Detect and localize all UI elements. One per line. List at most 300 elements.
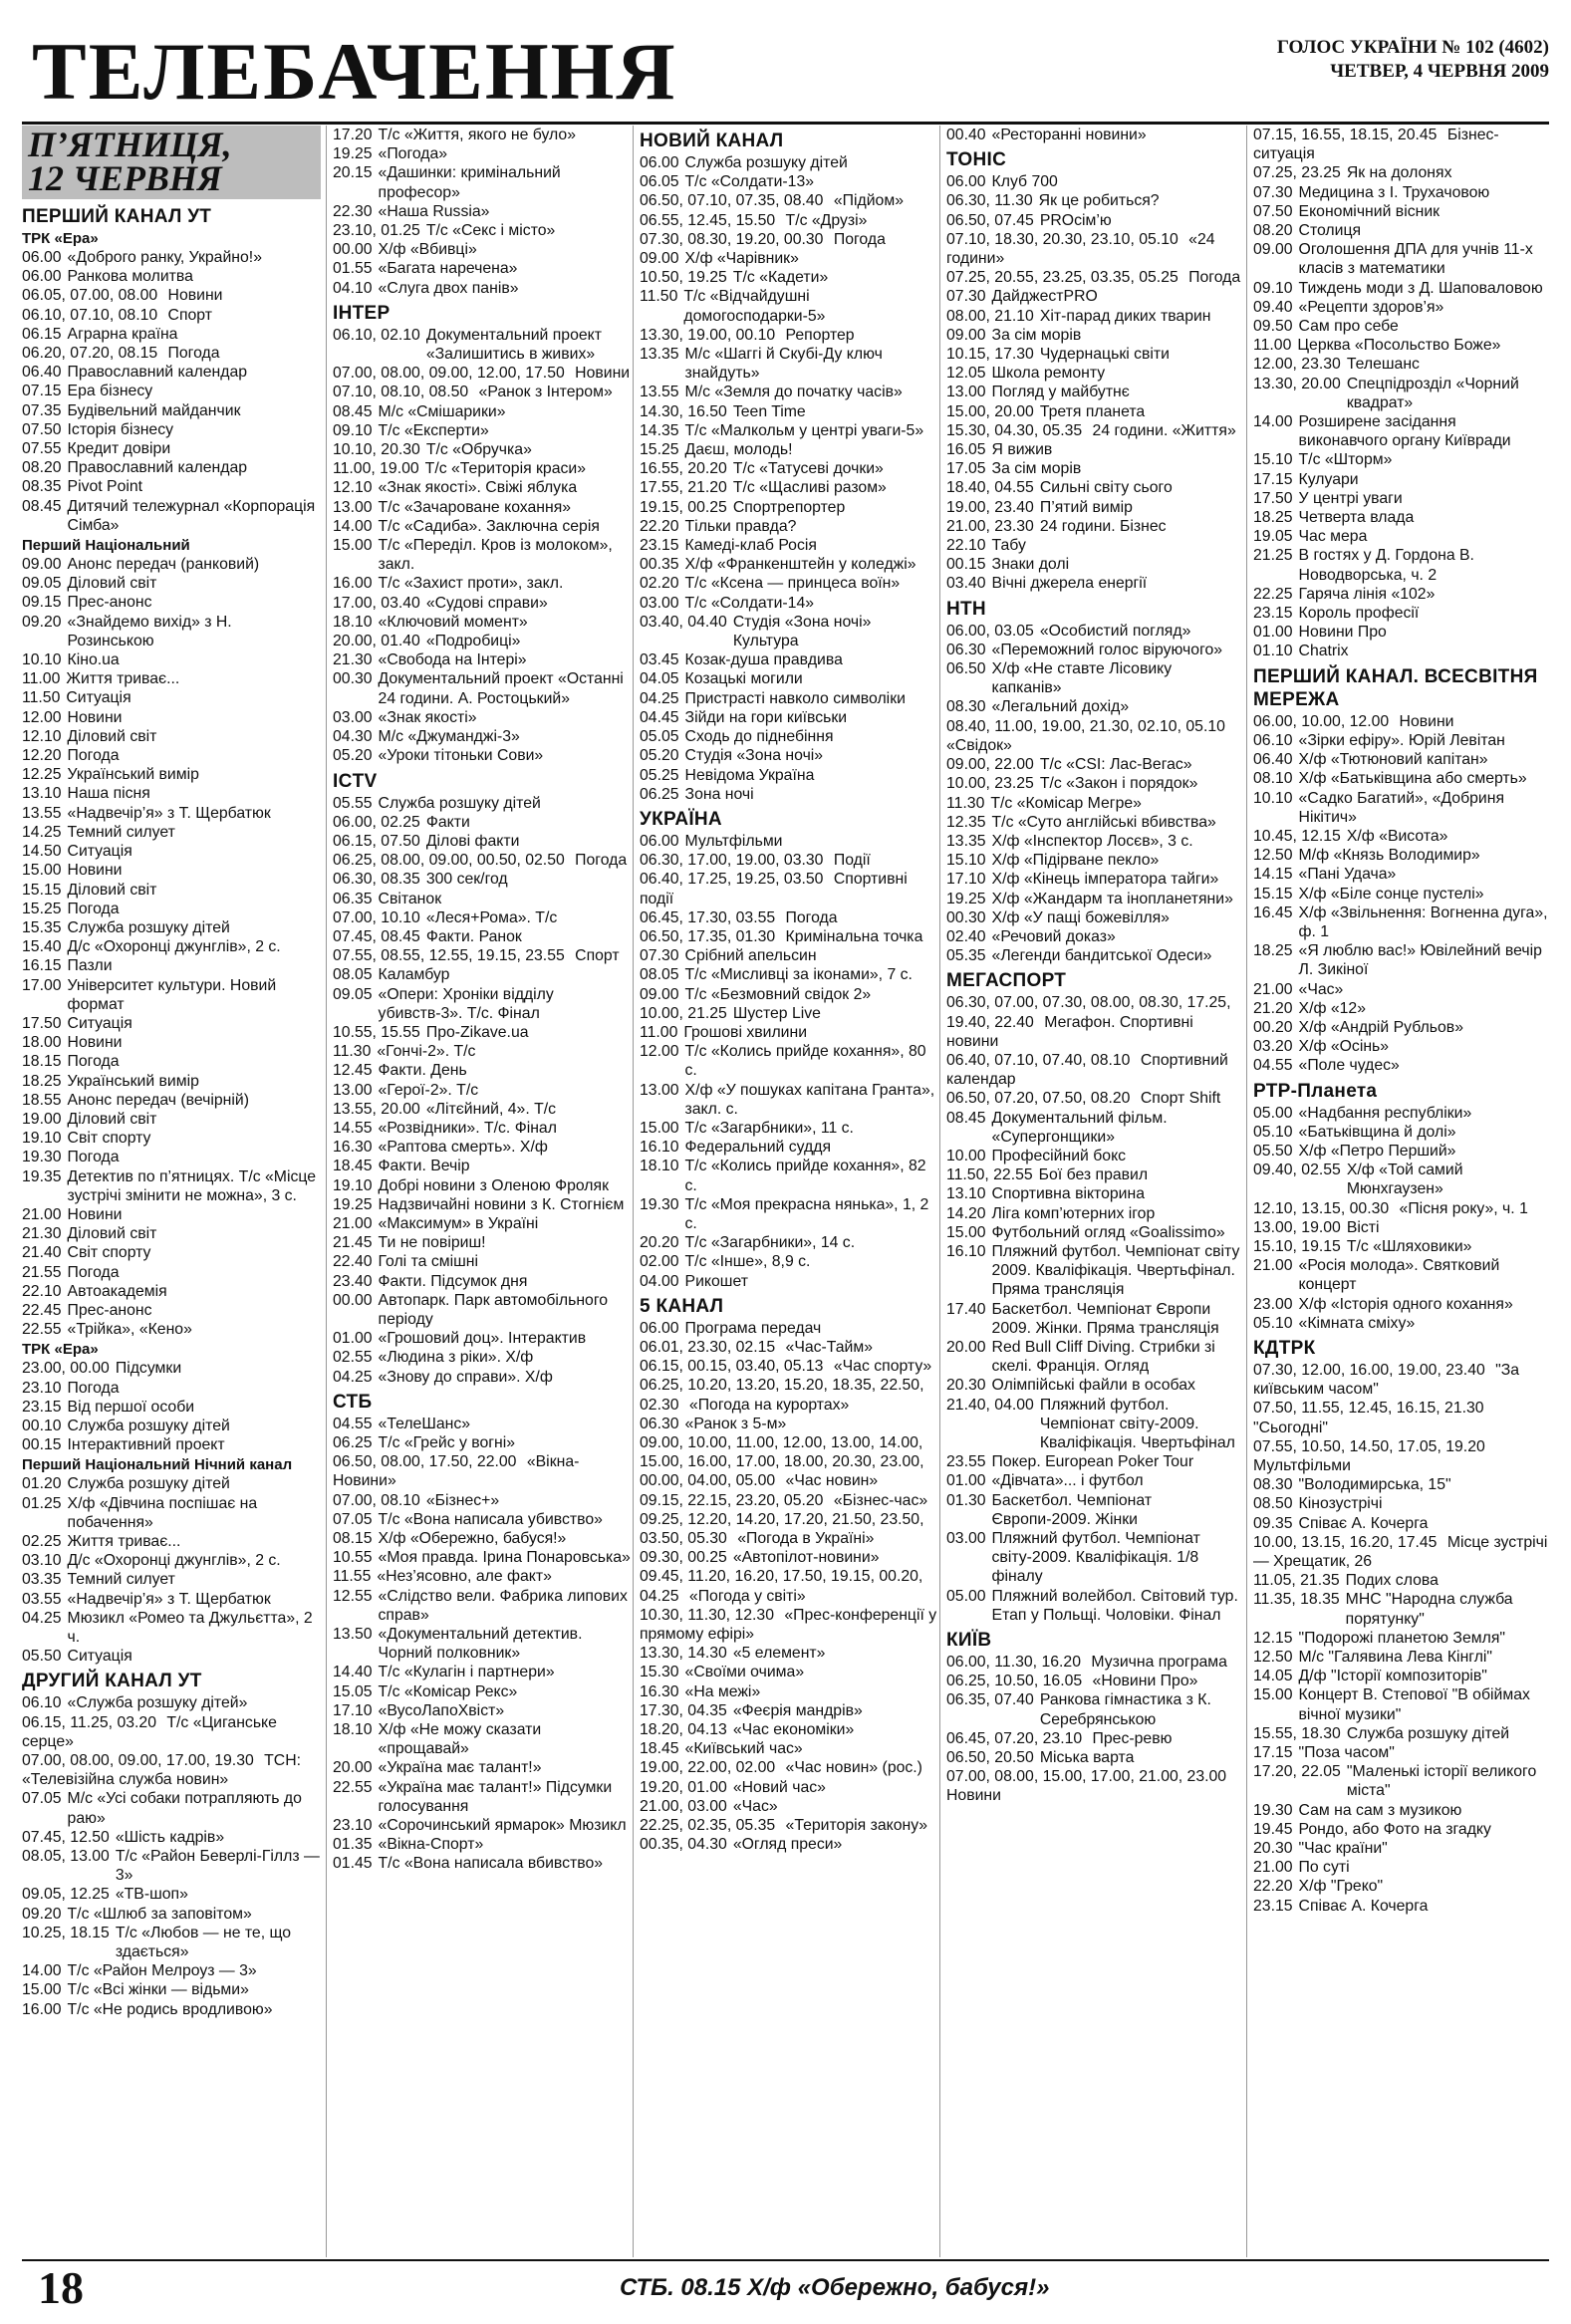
program-time: 20.00 xyxy=(946,1338,986,1356)
channel-heading: КДТРК xyxy=(1253,1337,1316,1359)
program-time: 00.00 xyxy=(333,241,373,259)
program-time: 05.05 xyxy=(640,728,679,746)
program-time: 06.00 xyxy=(640,154,679,171)
program-entry xyxy=(640,555,938,574)
program-title: «Пісня року», ч. 1 xyxy=(1399,1199,1528,1217)
program-title: «Легальний дохід» xyxy=(991,698,1130,716)
program-time: 01.00 xyxy=(333,1330,373,1348)
program-title: М/с «Смішарики» xyxy=(378,402,506,420)
program-entry xyxy=(640,1319,938,1338)
program-time: 05.20 xyxy=(640,747,679,765)
channel-subheading: ТРК «Ера» xyxy=(22,230,99,247)
program-entry xyxy=(22,842,321,861)
program-entry xyxy=(333,402,632,421)
program-title: «5 елемент» xyxy=(732,1645,826,1663)
channel-subheading: Перший Національний xyxy=(22,537,190,555)
program-entry xyxy=(22,765,321,784)
program-entry xyxy=(1253,604,1549,623)
program-entry xyxy=(640,1119,938,1138)
program-title: «Знак якості». Свіжі яблука xyxy=(378,479,578,497)
program-entry xyxy=(22,1148,321,1166)
program-entry xyxy=(1253,1037,1549,1056)
program-entry xyxy=(333,594,632,613)
program-title: Служба розшуку дітей xyxy=(67,918,230,936)
program-time: 14.35 xyxy=(640,421,679,439)
program-entry xyxy=(1253,126,1549,163)
program-title: Т/с «Моя прекрасна нянька», 1, 2 с. xyxy=(684,1195,929,1232)
program-time: 15.10, 19.15 xyxy=(1253,1237,1341,1255)
program-entry xyxy=(946,1452,1245,1471)
program-entry xyxy=(640,1548,938,1567)
program-title: Покер. European Poker Tour xyxy=(991,1453,1194,1471)
program-entry xyxy=(333,1176,632,1195)
program-time: 02.00 xyxy=(640,1253,679,1271)
footer-rule xyxy=(22,2259,1549,2261)
program-title: Т/с «Район Мелроуз — 3» xyxy=(67,1962,257,1980)
program-time: 16.10 xyxy=(640,1139,679,1157)
program-title: Столиця xyxy=(1298,222,1362,240)
program-time: 09.05, 12.25 xyxy=(22,1886,110,1904)
program-entry xyxy=(946,126,1245,144)
program-entry xyxy=(640,1042,938,1080)
program-time: 20.00 xyxy=(333,1759,373,1777)
program-entry xyxy=(946,1748,1245,1767)
program-entry xyxy=(333,669,632,707)
program-time: 16.45 xyxy=(1253,904,1293,921)
program-entry xyxy=(1253,1801,1549,1820)
program-title: Мегафон. Спортивні новини xyxy=(946,1013,1193,1050)
program-entry xyxy=(640,249,938,268)
program-entry xyxy=(333,459,632,478)
program-entry xyxy=(333,202,632,221)
program-time: 13.00 xyxy=(333,1081,373,1099)
program-title: Надзвичайні новини з К. Стогнієм xyxy=(378,1195,625,1213)
program-entry xyxy=(22,688,321,707)
page-number: 18 xyxy=(38,2262,84,2313)
program-title: Новини xyxy=(67,708,123,726)
issue-info xyxy=(1277,36,1549,84)
program-title: Життя триває... xyxy=(67,1533,181,1550)
program-title: Факти. День xyxy=(378,1062,467,1080)
program-title: Т/с «Циганське серце» xyxy=(22,1713,277,1750)
program-time: 11.35, 18.35 xyxy=(1253,1591,1340,1609)
program-entry xyxy=(946,717,1245,755)
program-time: 02.40 xyxy=(946,927,986,945)
program-entry xyxy=(22,1905,321,1924)
program-time: 20.00, 01.40 xyxy=(333,633,420,650)
program-entry xyxy=(946,421,1245,440)
program-entry xyxy=(640,421,938,440)
program-time: 06.00, 11.30, 16.20 xyxy=(946,1654,1086,1672)
program-title: Студія «Зона ночі» Культура xyxy=(732,613,872,650)
program-time: 06.15 xyxy=(22,325,62,343)
program-title: «Час» xyxy=(1298,980,1344,998)
program-entry xyxy=(946,1690,1245,1728)
program-time: 08.05 xyxy=(333,966,373,984)
program-time: 12.00 xyxy=(640,1043,679,1061)
program-time: 06.45, 07.20, 23.10 xyxy=(946,1729,1087,1747)
program-time: 12.10 xyxy=(333,479,373,497)
program-title: «Бізнес+» xyxy=(425,1491,500,1509)
program-entry xyxy=(333,221,632,240)
program-time: 19.00, 22.00, 02.00 xyxy=(640,1759,780,1777)
program-time: 18.10 xyxy=(640,1158,679,1175)
program-time: 18.10 xyxy=(333,613,373,631)
program-entry xyxy=(22,1494,321,1532)
program-time: 18.25 xyxy=(1253,942,1293,960)
program-entry xyxy=(946,774,1245,793)
program-time: 06.00, 02.25 xyxy=(333,813,420,831)
program-entry xyxy=(946,1529,1245,1587)
program-entry xyxy=(22,956,321,975)
program-time: 15.30, 04.30, 05.35 xyxy=(946,421,1087,439)
program-title: Т/с «Грейс у вогні» xyxy=(378,1434,516,1451)
program-time: 14.00 xyxy=(22,1962,62,1980)
program-time: 09.00 xyxy=(640,985,679,1003)
program-time: 09.40 xyxy=(1253,298,1293,316)
program-time: 08.05, 13.00 xyxy=(22,1848,110,1866)
program-title: Прес-анонс xyxy=(67,594,152,612)
program-time: 22.25, 02.35, 05.35 xyxy=(640,1817,780,1835)
program-time: 18.25 xyxy=(22,1072,62,1090)
program-entry xyxy=(22,1129,321,1148)
program-time: 23.40 xyxy=(333,1272,373,1290)
program-title: Т/с «Щасливі разом» xyxy=(732,479,887,497)
program-entry xyxy=(1253,470,1549,489)
program-time: 06.50, 07.20, 07.50, 08.20 xyxy=(946,1090,1135,1108)
program-entry xyxy=(1253,1361,1549,1399)
program-title: М/ф «Князь Володимир» xyxy=(1298,847,1480,865)
program-title: Погода xyxy=(67,1053,120,1071)
program-time: 06.30 xyxy=(640,1415,679,1432)
program-entry xyxy=(1253,298,1549,317)
program-title: «Батьківщина й долі» xyxy=(1298,1123,1456,1141)
program-entry xyxy=(22,1417,321,1435)
program-title: Вічні джерела енергії xyxy=(991,575,1148,593)
program-time: 10.10, 20.30 xyxy=(333,441,420,459)
program-time: 13.30, 20.00 xyxy=(1253,375,1341,392)
page-footer xyxy=(22,2263,1549,2313)
program-title: «Територія закону» xyxy=(785,1817,928,1835)
program-title: «Прес-конференції у прямому ефірі» xyxy=(640,1606,937,1644)
program-time: 21.20 xyxy=(1253,999,1293,1017)
column-2 xyxy=(333,126,632,2257)
program-entry xyxy=(946,459,1245,478)
program-entry xyxy=(333,1663,632,1681)
program-entry xyxy=(22,1014,321,1033)
program-title: Новини xyxy=(575,365,631,383)
column-3 xyxy=(640,126,938,2257)
program-entry xyxy=(1253,827,1549,846)
program-time: 15.10 xyxy=(946,852,986,870)
program-entry xyxy=(640,1195,938,1233)
program-time: 06.30, 17.00, 19.00, 03.30 xyxy=(640,852,828,870)
program-time: 08.05 xyxy=(640,966,679,984)
channel-subheading: ТРК «Ера» xyxy=(22,1341,99,1359)
program-title: Т/с «Загарбники», 14 с. xyxy=(684,1234,856,1252)
program-time: 19.45 xyxy=(1253,1820,1293,1838)
program-entry xyxy=(640,211,938,230)
program-entry xyxy=(22,1828,321,1847)
program-title: «Опери: Хроніки відділу убивств-3». Т/с. Фінал xyxy=(378,985,554,1022)
program-time: 09.25, 12.20, 14.20, 17.20, 21.50, 23.50, 03.50, 05.30 xyxy=(640,1510,924,1548)
program-title: «Людина з ріки». Х/ф xyxy=(378,1349,534,1367)
program-entry xyxy=(22,574,321,593)
program-time: 08.30 xyxy=(1253,1476,1293,1494)
program-entry xyxy=(640,574,938,593)
program-time: 06.50, 17.35, 01.30 xyxy=(640,927,780,945)
program-title: За сім морів xyxy=(991,460,1082,478)
program-title: Пляжний футбол. Чемпіонат світу-2009. Кваліфікація. Чвертьфінал xyxy=(1039,1396,1235,1451)
program-time: 21.45 xyxy=(333,1234,373,1252)
program-time: 08.45 xyxy=(946,1109,986,1127)
channel-heading: УКРАЇНА xyxy=(640,808,722,830)
channel-heading: РТР-Планета xyxy=(1253,1080,1378,1102)
program-entry xyxy=(640,870,938,907)
program-entry xyxy=(1253,1494,1549,1513)
program-time: 07.30, 08.30, 19.20, 00.30 xyxy=(640,230,828,248)
program-title: Козацькі могили xyxy=(684,670,803,688)
program-time: 20.20 xyxy=(640,1234,679,1252)
program-time: 17.20, 22.05 xyxy=(1253,1763,1341,1781)
program-title: «Документальний детектив. Чорний полковник» xyxy=(378,1626,583,1663)
program-time: 06.00 xyxy=(22,249,62,266)
program-entry xyxy=(22,363,321,382)
program-time: 06.30, 07.00, 07.30, 08.00, 08.30, 17.25, 19.40, 22.40 xyxy=(946,994,1231,1031)
program-title: Т/с «Всі жінки — відьми» xyxy=(67,1981,249,1999)
program-title: «Шість кадрів» xyxy=(115,1828,225,1846)
channel-heading: НОВИЙ КАНАЛ xyxy=(640,130,784,151)
program-entry xyxy=(640,1357,938,1376)
program-time: 13.10 xyxy=(946,1185,986,1203)
program-time: 16.10 xyxy=(946,1242,986,1260)
program-time: 15.55, 18.30 xyxy=(1253,1724,1341,1742)
program-entry xyxy=(640,1816,938,1835)
program-entry xyxy=(640,1797,938,1816)
program-entry xyxy=(1253,731,1549,750)
program-title: Телешанс xyxy=(1346,356,1420,374)
program-entry xyxy=(1253,336,1549,355)
program-entry xyxy=(640,1510,938,1548)
program-entry xyxy=(1253,279,1549,298)
program-entry xyxy=(22,1924,321,1961)
program-entry xyxy=(333,144,632,163)
program-title: Т/с «Інше», 8,9 с. xyxy=(684,1253,811,1271)
program-time: 13.10 xyxy=(22,785,62,803)
program-title: Зійди на гори київськи xyxy=(684,708,848,726)
program-entry xyxy=(946,1089,1245,1108)
program-entry xyxy=(640,965,938,984)
program-entry xyxy=(333,1291,632,1329)
program-title: Документальний проект «Останні 24 години. А. Ростоцький» xyxy=(378,670,624,707)
program-title: Спортивний календар xyxy=(946,1051,1228,1089)
program-entry xyxy=(333,832,632,851)
program-title: Темний силует xyxy=(67,1571,175,1589)
program-time: 11.00 xyxy=(640,1023,678,1041)
program-time: 17.30, 04.35 xyxy=(640,1701,727,1719)
program-title: Кулуари xyxy=(1298,470,1359,488)
program-time: 00.30 xyxy=(946,908,986,926)
program-time: 09.05 xyxy=(22,575,62,593)
program-time: 09.05 xyxy=(333,985,373,1003)
program-title: 300 сек/год xyxy=(425,871,508,889)
program-entry xyxy=(22,1751,321,1789)
program-title: «Нез’ясовно, але факт» xyxy=(377,1568,552,1586)
program-time: 09.35 xyxy=(1253,1514,1293,1532)
program-entry xyxy=(22,1713,321,1751)
program-time: 06.15, 11.25, 03.20 xyxy=(22,1713,161,1731)
program-title: Футбольний огляд «Goalissimo» xyxy=(991,1223,1225,1241)
channel-heading: КИЇВ xyxy=(946,1630,992,1652)
program-title: Бізнес-ситуація xyxy=(1253,127,1499,163)
program-entry xyxy=(640,1252,938,1271)
program-time: 14.50 xyxy=(22,843,62,861)
program-time: 15.00, 20.00 xyxy=(946,402,1034,420)
program-title: Х/ф «Вбивці» xyxy=(378,241,477,259)
program-entry xyxy=(1253,1161,1549,1198)
program-title: "Час країни" xyxy=(1298,1840,1388,1858)
program-entry xyxy=(333,870,632,889)
program-time: 17.15 xyxy=(1253,1744,1293,1762)
program-title: Баскетбол. Чемпіонат Європи 2009. Жінки. Пряма трансляція xyxy=(991,1300,1219,1337)
program-title: Спортивна вікторина xyxy=(991,1185,1146,1203)
program-entry xyxy=(333,1415,632,1433)
program-entry xyxy=(1253,183,1549,202)
program-title: Табу xyxy=(991,537,1026,555)
program-title: «Ранок з 5-м» xyxy=(684,1415,787,1432)
program-entry xyxy=(333,632,632,650)
program-title: Рикошет xyxy=(684,1272,748,1290)
program-entry xyxy=(22,401,321,420)
program-title: М/с «Шаггі й Скубі-Ду ключ знайдуть» xyxy=(684,346,883,383)
program-entry xyxy=(333,1214,632,1233)
program-title: Х/ф «12» xyxy=(1298,999,1366,1017)
program-title: Х/ф «Кінець імператора тайги» xyxy=(991,871,1219,889)
program-title: Концерт В. Степової "В обіймах вічної музики" xyxy=(1298,1686,1530,1723)
program-title: Економічний вісник xyxy=(1298,202,1440,220)
masthead xyxy=(22,22,1549,122)
program-title: Т/с «Загарбники», 11 с. xyxy=(684,1119,854,1137)
program-time: 07.35 xyxy=(22,401,62,419)
program-time: 20.15 xyxy=(333,164,373,182)
program-title: Кредит довіри xyxy=(67,440,171,458)
masthead-rule xyxy=(22,122,1549,125)
program-title: Пазли xyxy=(67,957,113,975)
program-title: Світ спорту xyxy=(67,1130,151,1148)
channel-heading: ПЕРШИЙ КАНАЛ УТ xyxy=(22,206,212,227)
program-time: 00.40 xyxy=(946,127,986,143)
program-time: 16.30 xyxy=(640,1682,679,1700)
program-entry xyxy=(946,478,1245,497)
program-entry xyxy=(22,1052,321,1071)
program-title: Х/ф «У пащі божевілля» xyxy=(991,908,1170,926)
program-title: Х/ф "Греко" xyxy=(1298,1878,1384,1896)
program-title: Пристрасті навколо символіки xyxy=(684,689,906,707)
program-title: Спецпідрозділ «Чорний квадрат» xyxy=(1346,375,1519,411)
program-title: Т/с «Малкольм у центрі уваги-5» xyxy=(684,421,924,439)
program-entry xyxy=(640,908,938,927)
program-title: Прес-анонс xyxy=(67,1301,152,1319)
program-time: 22.10 xyxy=(946,537,986,555)
program-title: Співає А. Кочерга xyxy=(1298,1897,1429,1915)
program-time: 21.00 xyxy=(1253,1859,1293,1877)
program-time: 23.15 xyxy=(1253,605,1293,623)
program-time: 17.00, 03.40 xyxy=(333,594,420,612)
program-entry xyxy=(640,785,938,804)
program-entry xyxy=(1253,412,1549,450)
program-time: 15.00 xyxy=(22,1981,62,1999)
program-time: 16.00 xyxy=(333,575,373,593)
program-entry xyxy=(640,1376,938,1414)
program-title: Сам про себе xyxy=(1298,318,1399,336)
program-entry xyxy=(946,1587,1245,1625)
program-entry xyxy=(1253,769,1549,788)
program-entry xyxy=(946,287,1245,306)
program-time: 23.00, 00.00 xyxy=(22,1360,110,1378)
program-entry xyxy=(333,498,632,517)
program-entry xyxy=(946,1338,1245,1376)
program-title: Діловий світ xyxy=(67,1110,157,1128)
program-title: Репортер xyxy=(785,326,855,344)
program-entry xyxy=(333,1682,632,1701)
program-entry xyxy=(946,946,1245,965)
program-title: «Максимум» в Україні xyxy=(378,1214,539,1232)
program-time: 22.20 xyxy=(640,517,679,535)
program-title: Т/с «Шлюб за заповітом» xyxy=(67,1905,252,1923)
program-title: «ВусоЛапоХвіст» xyxy=(378,1701,505,1719)
program-entry xyxy=(22,1359,321,1378)
program-entry xyxy=(946,890,1245,908)
program-title: Новини xyxy=(1399,712,1454,730)
program-entry xyxy=(640,498,938,517)
program-entry xyxy=(1253,585,1549,604)
program-time: 15.15 xyxy=(22,881,62,899)
program-title: Х/ф «Тютюновий капітан» xyxy=(1298,751,1488,769)
program-title: Факти xyxy=(425,813,470,831)
program-entry xyxy=(1253,1685,1549,1723)
program-time: 17.50 xyxy=(1253,489,1293,507)
program-title: Т/с «Не родись вродливою» xyxy=(67,2000,273,2018)
program-title: «Уроки тітоньки Сови» xyxy=(378,747,544,765)
program-entry xyxy=(946,1491,1245,1529)
program-time: 07.05 xyxy=(22,1790,62,1808)
program-title: Т/с «Комісар Рекс» xyxy=(378,1682,518,1700)
program-time: 03.20 xyxy=(1253,1038,1293,1056)
program-title: Невідома Україна xyxy=(684,766,815,784)
program-time: 19.25 xyxy=(333,145,373,163)
program-time: 00.35, 04.30 xyxy=(640,1836,727,1854)
program-time: 06.50, 20.50 xyxy=(946,1749,1034,1767)
program-entry xyxy=(640,536,938,555)
program-entry xyxy=(946,1376,1245,1395)
program-entry xyxy=(22,1243,321,1262)
column-5-listings xyxy=(1253,126,1549,1916)
program-time: 12.45 xyxy=(333,1062,373,1080)
program-title: Школа ремонту xyxy=(991,365,1106,383)
program-title: Програма передач xyxy=(684,1319,822,1337)
program-time: 07.55 xyxy=(22,440,62,458)
program-time: 15.35 xyxy=(22,918,62,936)
program-time: 18.10 xyxy=(333,1721,373,1739)
program-title: Король професії xyxy=(1298,605,1420,623)
program-entry xyxy=(22,286,321,305)
program-time: 04.55 xyxy=(1253,1057,1293,1075)
program-title: Анонс передач (вечірній) xyxy=(67,1091,250,1109)
program-entry xyxy=(1253,1018,1549,1037)
program-time: 06.15, 07.50 xyxy=(333,832,420,850)
program-time: 12.35 xyxy=(946,813,986,831)
program-time: 06.50, 07.45 xyxy=(946,211,1034,229)
